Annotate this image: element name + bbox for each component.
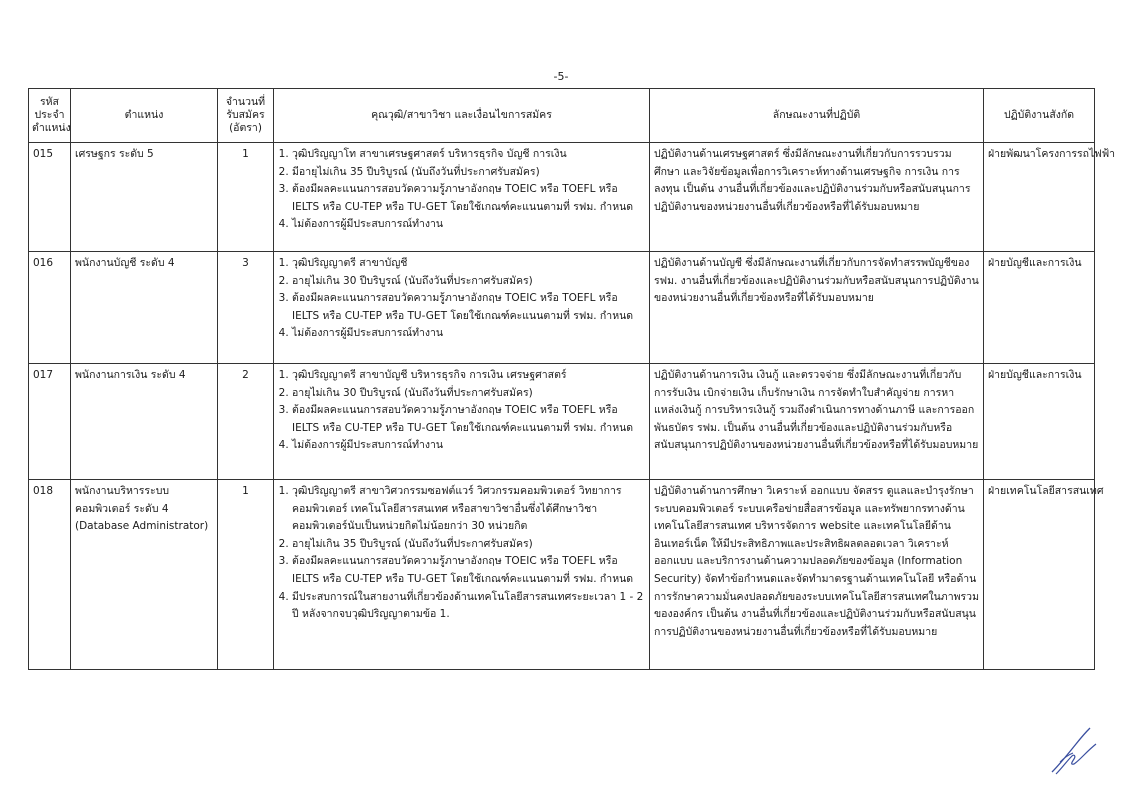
qualification-item: 3. ต้องมีผลคะแนนการสอบวัดความรู้ภาษาอังกฤษ TOEIC หรือ TOEFL หรือ IELTS หรือ CU-TEP หรือ TU-GET โดยใช้เกณฑ์คะแนนตามที่ รฟม. กำหนด — [292, 181, 645, 216]
unit-cell: ฝ่ายเทคโนโลยีสารสนเทศ — [984, 480, 1095, 670]
duties-cell: ปฏิบัติงานด้านเศรษฐศาสตร์ ซึ่งมีลักษณะงานที่เกี่ยวกับการรวบรวม ศึกษา และวิจัยข้อมูลเพื่อการวิเคราะห์ทางด้านเศรษฐกิจ การเงิน การลงทุน เป็นต้น งานอื่นที่เกี่ยวข้องและปฏิบัติงานร่วมกับหรือสนับสนุนการปฏิบัติงานของหน่วยงานอื่นที่เกี่ยวข้องหรือที่ได้รับมอบหมาย — [650, 143, 984, 252]
position-title: พนักงานบัญชี ระดับ 4 — [71, 252, 218, 364]
table-row — [29, 143, 1095, 252]
header-duties: ลักษณะงานที่ปฏิบัติ — [650, 89, 984, 143]
qualifications-cell — [274, 480, 650, 670]
duties-cell: ปฏิบัติงานด้านการเงิน เงินกู้ และตรวจจ่าย ซึ่งมีลักษณะงานที่เกี่ยวกับการรับเงิน เบิกจ่ายเงิน เก็บรักษาเงิน การจัดทำใบสำคัญจ่าย การหาแหล่งเงินกู้ การบริหารเงินกู้ รวมถึงดำเนินการทางด้านภาษี และการออกพันธบัตร รฟม. เป็นต้น งานอื่นที่เกี่ยวข้องและปฏิบัติงานร่วมกับหรือสนับสนุนการปฏิบัติงานของหน่วยงานอื่นที่เกี่ยวข้องหรือที่ได้รับมอบหมาย — [650, 364, 984, 480]
position-code: 018 — [29, 480, 71, 670]
position-count: 3 — [218, 252, 274, 364]
qualification-item: 3. ต้องมีผลคะแนนการสอบวัดความรู้ภาษาอังกฤษ TOEIC หรือ TOEFL หรือ IELTS หรือ CU-TEP หรือ TU-GET โดยใช้เกณฑ์คะแนนตามที่ รฟม. กำหนด — [292, 553, 645, 588]
qualification-item: 1. วุฒิปริญญาโท สาขาเศรษฐศาสตร์ บริหารธุรกิจ บัญชี การเงิน — [292, 146, 645, 164]
position-title: พนักงานการเงิน ระดับ 4 — [71, 364, 218, 480]
position-count: 2 — [218, 364, 274, 480]
table-row — [29, 252, 1095, 364]
table-row — [29, 480, 1095, 670]
header-position: ตำแหน่ง — [71, 89, 218, 143]
table-row — [29, 364, 1095, 480]
unit-cell: ฝ่ายบัญชีและการเงิน — [984, 252, 1095, 364]
unit-cell: ฝ่ายพัฒนาโครงการรถไฟฟ้า — [984, 143, 1095, 252]
page-number: -5- — [553, 70, 569, 83]
qualification-item: 3. ต้องมีผลคะแนนการสอบวัดความรู้ภาษาอังกฤษ TOEIC หรือ TOEFL หรือ IELTS หรือ CU-TEP หรือ TU-GET โดยใช้เกณฑ์คะแนนตามที่ รฟม. กำหนด — [292, 402, 645, 437]
positions-table — [28, 88, 1116, 670]
signature-mark — [1046, 722, 1102, 780]
qualifications-cell — [274, 252, 650, 364]
position-code: 017 — [29, 364, 71, 480]
position-code: 016 — [29, 252, 71, 364]
position-code: 015 — [29, 143, 71, 252]
qualifications-list — [278, 483, 645, 624]
qualification-item: 1. วุฒิปริญญาตรี สาขาบัญชี บริหารธุรกิจ การเงิน เศรษฐศาสตร์ — [292, 367, 645, 385]
header-unit: ปฏิบัติงานสังกัด — [984, 89, 1095, 143]
header-count: จำนวนที่ รับสมัคร (อัตรา) — [218, 89, 274, 143]
qualifications-cell — [274, 143, 650, 252]
qualifications-list — [278, 255, 645, 343]
qualifications-list — [278, 146, 645, 234]
qualification-item: 1. วุฒิปริญญาตรี สาขาวิศวกรรมซอฟต์แวร์ วิศวกรรมคอมพิวเตอร์ วิทยาการคอมพิวเตอร์ เทคโนโลยีสารสนเทศ หรือสาขาวิชาอื่นซึ่งได้ศึกษาวิชาคอมพิวเตอร์นับเป็นหน่วยกิตไม่น้อยกว่า 30 หน่วยกิต — [292, 483, 645, 536]
qualification-item: 2. มีอายุไม่เกิน 35 ปีบริบูรณ์ (นับถึงวันที่ประกาศรับสมัคร) — [292, 164, 645, 182]
qualification-item: 4. ไม่ต้องการผู้มีประสบการณ์ทำงาน — [292, 437, 645, 455]
position-count: 1 — [218, 143, 274, 252]
header-row — [29, 89, 1095, 143]
header-qualifications: คุณวุฒิ/สาขาวิชา และเงื่อนไขการสมัคร — [274, 89, 650, 143]
position-title: เศรษฐกร ระดับ 5 — [71, 143, 218, 252]
qualifications-cell — [274, 364, 650, 480]
qualification-item: 4. ไม่ต้องการผู้มีประสบการณ์ทำงาน — [292, 325, 645, 343]
qualification-item: 2. อายุไม่เกิน 35 ปีบริบูรณ์ (นับถึงวันที่ประกาศรับสมัคร) — [292, 536, 645, 554]
position-title: พนักงานบริหารระบบ คอมพิวเตอร์ ระดับ 4 (Database Administrator) — [71, 480, 218, 670]
qualifications-list — [278, 367, 645, 455]
position-count: 1 — [218, 480, 274, 670]
unit-cell: ฝ่ายบัญชีและการเงิน — [984, 364, 1095, 480]
qualification-item: 1. วุฒิปริญญาตรี สาขาบัญชี — [292, 255, 645, 273]
duties-cell: ปฏิบัติงานด้านบัญชี ซึ่งมีลักษณะงานที่เกี่ยวกับการจัดทำสรรพบัญชีของ รฟม. งานอื่นที่เกี่ยวข้องและปฏิบัติงานร่วมกับหรือสนับสนุนการปฏิบัติงานของหน่วยงานอื่นที่เกี่ยวข้องหรือที่ได้รับมอบหมาย — [650, 252, 984, 364]
qualification-item: 3. ต้องมีผลคะแนนการสอบวัดความรู้ภาษาอังกฤษ TOEIC หรือ TOEFL หรือ IELTS หรือ CU-TEP หรือ TU-GET โดยใช้เกณฑ์คะแนนตามที่ รฟม. กำหนด — [292, 290, 645, 325]
qualification-item: 2. อายุไม่เกิน 30 ปีบริบูรณ์ (นับถึงวันที่ประกาศรับสมัคร) — [292, 385, 645, 403]
qualification-item: 4. ไม่ต้องการผู้มีประสบการณ์ทำงาน — [292, 216, 645, 234]
qualification-item: 4. มีประสบการณ์ในสายงานที่เกี่ยวข้องด้านเทคโนโลยีสารสนเทศระยะเวลา 1 - 2 ปี หลังจากจบวุฒิปริญญาตามข้อ 1. — [292, 589, 645, 624]
duties-cell: ปฏิบัติงานด้านการศึกษา วิเคราะห์ ออกแบบ จัดสรร ดูแลและบำรุงรักษาระบบคอมพิวเตอร์ ระบบเครือข่ายสื่อสารข้อมูล และทรัพยากรทางด้านเทคโนโลยีสารสนเทศ บริหารจัดการ website และเทคโนโลยีด้านอินเทอร์เน็ต ให้มีประสิทธิภาพและประสิทธิผลตลอดเวลา วิเคราะห์ ออกแบบ และบริการงานด้านความปลอดภัยของข้อมูล (Information Security) จัดทำข้อกำหนดและจัดทำมาตรฐานด้านเทคโนโลยี หรือด้านการรักษาความมั่นคงปลอดภัยของระบบเทคโนโลยีสารสนเทศในภาพรวมขององค์กร เป็นต้น งานอื่นที่เกี่ยวข้องและปฏิบัติงานร่วมกับหรือสนับสนุนการปฏิบัติงานของหน่วยงานอื่นที่เกี่ยวข้องหรือที่ได้รับมอบหมาย — [650, 480, 984, 670]
header-code: รหัส ประจำ ตำแหน่ง — [29, 89, 71, 143]
qualification-item: 2. อายุไม่เกิน 30 ปีบริบูรณ์ (นับถึงวันที่ประกาศรับสมัคร) — [292, 273, 645, 291]
